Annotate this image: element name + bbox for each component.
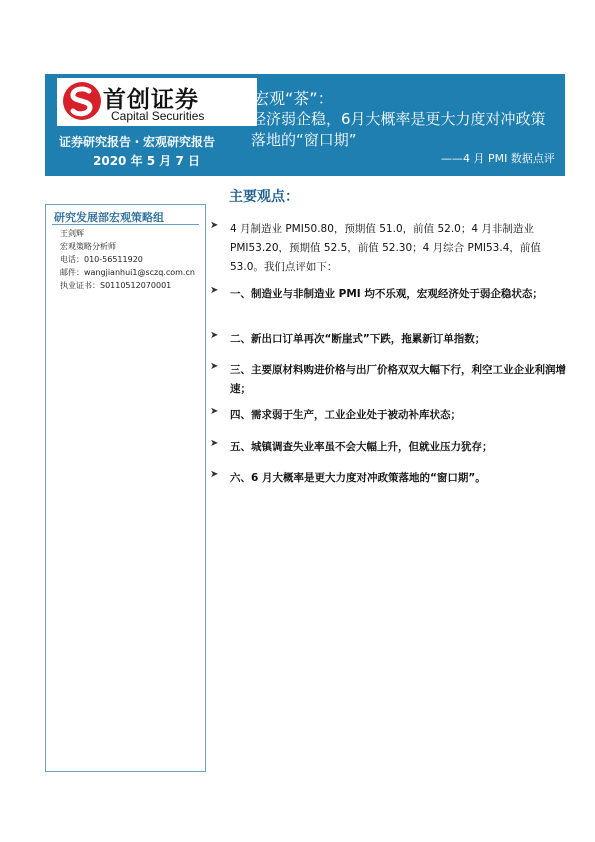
sidebar-title: 研究发展部宏观策略组 [54,211,164,224]
logo-chinese-name: 首创证券 [103,86,199,113]
report-type: 证券研究报告・宏观研究报告 [59,135,216,149]
arrow-bullet-icon: ➤ [210,406,219,417]
arrow-bullet-icon: ➤ [210,361,219,372]
report-title-line-3: 落地的“窗口期” [251,131,357,149]
point-text: 五、城镇调查失业率虽不会大幅上升，但就业压力犹存； [230,441,493,453]
analyst-license: 执业证书：S0110512070001 [60,281,172,290]
arrow-bullet-icon: ➤ [210,330,219,341]
report-title-line-1: 首创宏观“茶”： [221,89,334,108]
sidebar-divider [52,224,199,225]
report-header [45,74,565,176]
point-text: 二、新出口订单再次“断崖式”下跌，拖累新订单指数； [230,333,486,345]
point-text: 4 月制造业 PMI50.80，预期值 51.0，前值 52.0；4 月非制造业 PMI53.20，预期值 52.5，前值 52.30；4 月综合 PMI53.4，前值 53.0。我们点评如下： [230,223,541,273]
analyst-sidebar [45,204,206,772]
point-text: 一、制造业与非制造业 PMI 均不乐观，宏观经济处于弱企稳状态； [230,288,543,300]
report-subtitle: ——4 月 PMI 数据点评 [441,152,555,165]
arrow-bullet-icon: ➤ [210,438,219,449]
analyst-role: 宏观策略分析师 [60,242,116,251]
analyst-phone: 电话：010-56511920 [60,255,143,264]
report-title-line-2: 宏观经济弱企稳，6月大概率是更大力度对冲政策 [221,110,546,128]
arrow-bullet-icon: ➤ [210,285,219,296]
point-text: 三、主要原材料购进价格与出厂价格双双大幅下行，利空工业企业利润增速； [230,364,566,395]
point-text: 四、需求弱于生产，工业企业处于被动补库状态； [230,409,461,421]
main-points-heading: 主要观点： [229,189,299,205]
analyst-name: 王剑辉 [60,229,84,238]
point-text: 六、6 月大概率是更大力度对冲政策落地的“窗口期”。 [230,472,486,484]
analyst-email[interactable]: 邮件：wangjianhui1@sczq.com.cn [60,268,195,277]
arrow-bullet-icon: ➤ [210,469,219,480]
report-date: 2020 年 5 月 7 日 [93,154,200,168]
logo-english-name: Capital Securities [111,109,205,123]
capital-securities-logo-icon [61,80,103,122]
arrow-bullet-icon: ➤ [210,220,219,231]
